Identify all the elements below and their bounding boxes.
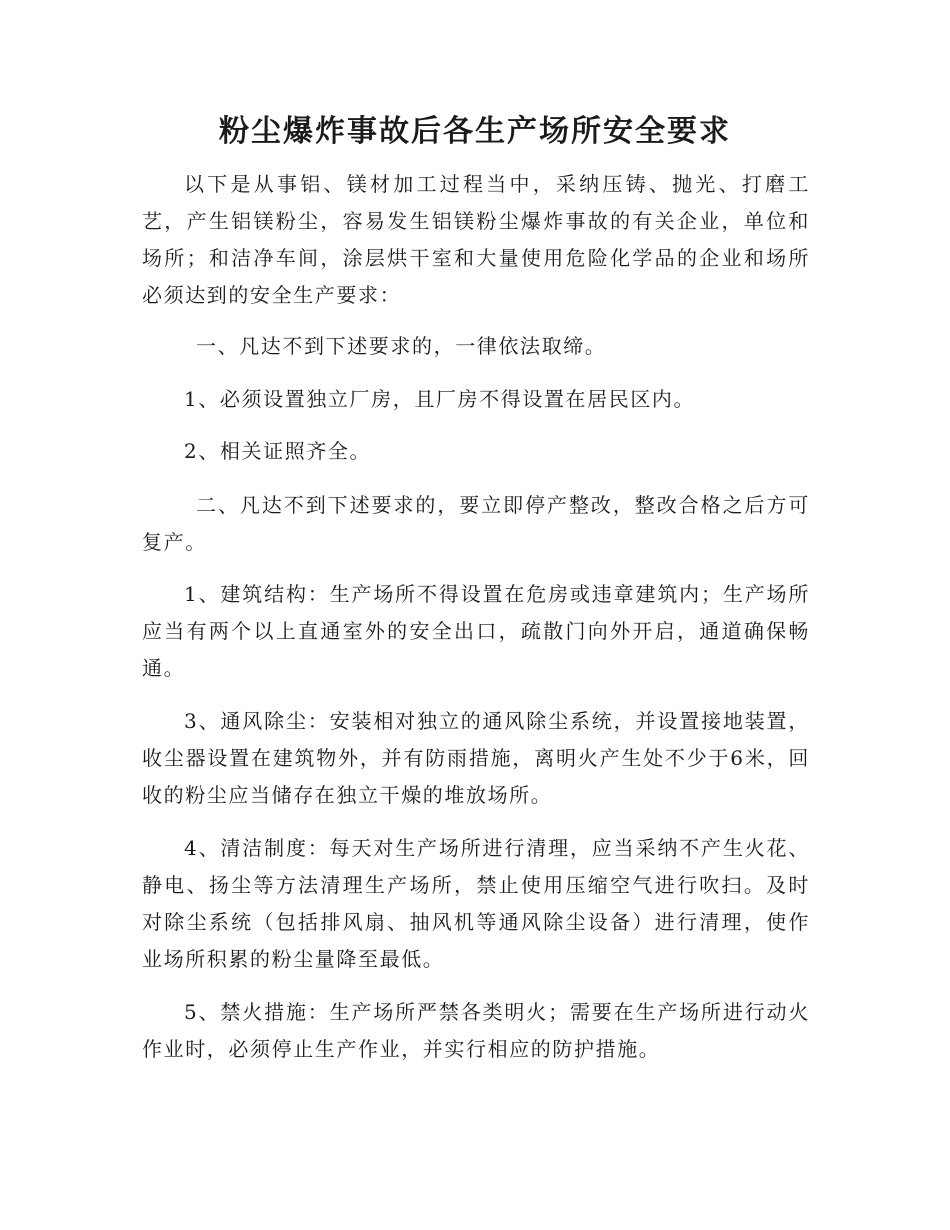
section-1-item-2: 2、相关证照齐全。 xyxy=(184,439,372,463)
section-2-item-building: 1、建筑结构：生产场所不得设置在危房或违章建筑内；生产场所应当有两个以上直通室外的安全出口，疏散门向外开启，通道确保畅通。 xyxy=(142,582,810,680)
section-1-heading: 一、凡达不到下述要求的，一律依法取缔。 xyxy=(196,334,607,358)
section-2-item-ventilation: 3、通风除尘：安装相对独立的通风除尘系统，并设置接地装置，收尘器设置在建筑物外，并有防雨措施，离明火产生处不少于6米，回收的粉尘应当储存在独立干燥的堆放场所。 xyxy=(142,709,810,807)
section-2-item-cleaning: 4、清洁制度：每天对生产场所进行清理，应当采纳不产生火花、静电、扬尘等方法清理生产场所，禁止使用压缩空气进行吹扫。及时对除尘系统（包括排风扇、抽风机等通风除尘设备）进行清理，使作业场所积累的粉尘量降至最低。 xyxy=(142,836,810,971)
section-1-item-1: 1、必须设置独立厂房，且厂房不得设置在居民区内。 xyxy=(184,387,696,411)
document-title: 粉尘爆炸事故后各生产场所安全要求 xyxy=(219,114,731,149)
section-2-heading: 二、凡达不到下述要求的，要立即停产整改，整改合格之后方可复产。 xyxy=(142,493,810,554)
intro-paragraph: 以下是从事铝、镁材加工过程当中，采纳压铸、抛光、打磨工艺，产生铝镁粉尘，容易发生铝镁粉尘爆炸事故的有关企业，单位和场所；和洁净车间，涂层烘干室和大量使用危险化学品的企业和场所必须达到的安全生产要求： xyxy=(142,172,810,307)
section-2-item-fire-ban: 5、禁火措施：生产场所严禁各类明火；需要在生产场所进行动火作业时，必须停止生产作业，并实行相应的防护措施。 xyxy=(142,1000,810,1061)
